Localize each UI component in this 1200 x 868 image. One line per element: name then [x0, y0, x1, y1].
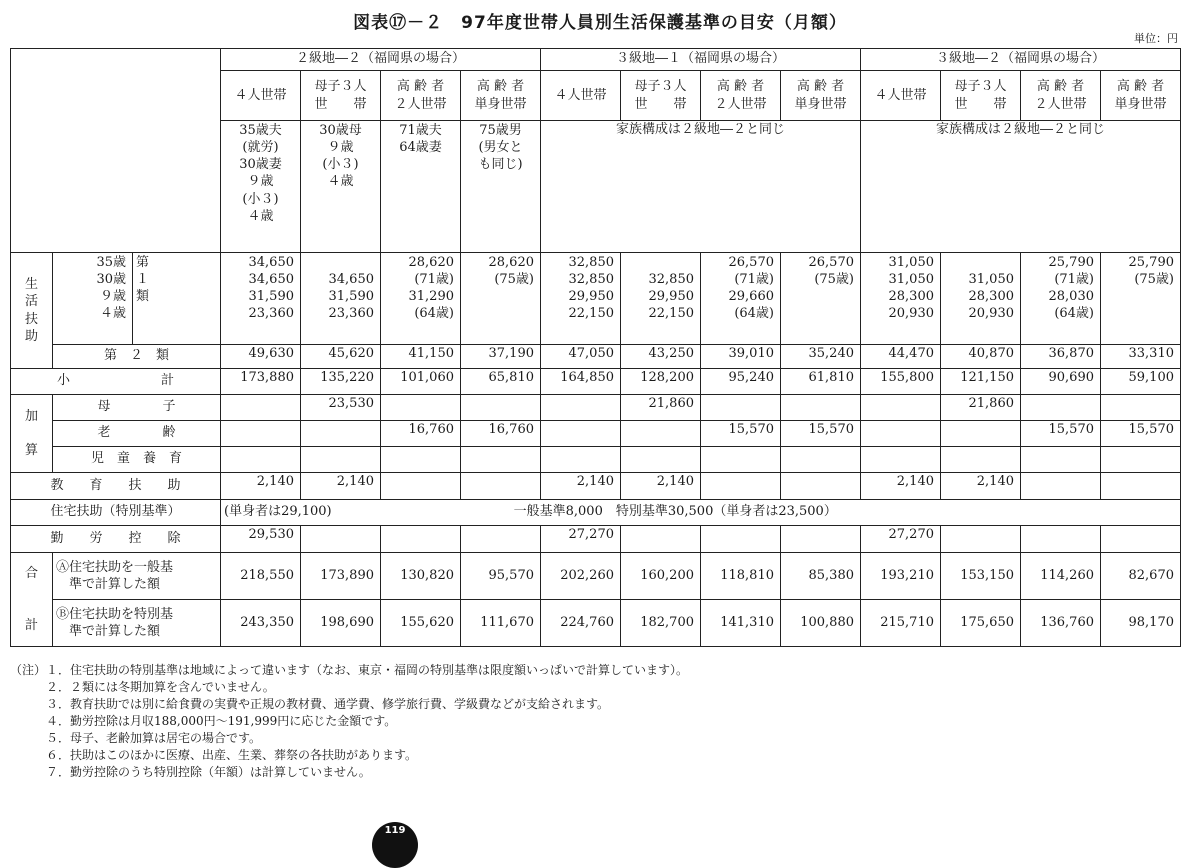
value-cell: 243,350	[221, 600, 301, 647]
value-cell: 182,700	[621, 600, 701, 647]
value-cell	[381, 395, 461, 421]
value-cell: 27,270	[861, 526, 941, 553]
row-label-dai1: 第 １ 類	[136, 255, 150, 305]
value-cell: 224,760	[541, 600, 621, 647]
value-cell: 215,710	[861, 600, 941, 647]
footnote: （注）１．住宅扶助の特別基準は地域によって違います（なお、東京・福岡の特別基準は限度額いっぱいで計算しています）。	[10, 663, 689, 677]
rourei-row	[11, 421, 1181, 447]
value-cell	[1101, 526, 1181, 553]
value-cell	[701, 395, 781, 421]
value-cell: 2,140	[861, 473, 941, 500]
value-cell: 28,620 (71歳) 31,290 (64歳)	[408, 255, 454, 322]
value-cell	[461, 526, 541, 553]
value-cell: 164,850	[541, 369, 621, 395]
value-cell	[621, 526, 701, 553]
value-cell	[861, 395, 941, 421]
footnote: ４．勤労控除は月収188,000円～191,999円に応じた金額です。	[10, 714, 397, 728]
gokei-b-row	[11, 600, 1181, 647]
welfare-standard-table	[10, 48, 1181, 647]
value-cell: 101,060	[381, 369, 461, 395]
value-cell: 111,670	[461, 600, 541, 647]
value-cell	[941, 421, 1021, 447]
value-cell: 128,200	[621, 369, 701, 395]
household-type: ４人世帯	[234, 87, 287, 103]
value-cell: 136,760	[1021, 600, 1101, 647]
value-cell: 15,570	[1101, 421, 1181, 447]
family-same-note: 家族構成は２級地―２と同じ	[861, 121, 1181, 253]
value-cell: 173,890	[301, 553, 381, 600]
value-cell: 23,530	[301, 395, 381, 421]
value-cell: 34,650 31,590 23,360	[328, 272, 374, 322]
value-cell: 85,380	[781, 553, 861, 600]
value-cell: 65,810	[461, 369, 541, 395]
household-type: ４人世帯	[874, 87, 927, 103]
row-label-kinrou: 勤 労 控 除	[11, 526, 221, 553]
value-cell: 193,210	[861, 553, 941, 600]
jidou-row	[11, 447, 1181, 473]
value-cell	[861, 421, 941, 447]
value-cell: 141,310	[701, 600, 781, 647]
value-cell: 34,650 34,650 31,590 23,360	[248, 255, 294, 322]
region-header: ３級地―２（福岡県の場合）	[861, 49, 1181, 71]
family-composition: 30歳母 ９歳 (小３) ４歳	[319, 123, 362, 190]
value-cell: 155,800	[861, 369, 941, 395]
household-type: ４人世帯	[554, 87, 607, 103]
shokei-row	[11, 369, 1181, 395]
footnote: ２．２類には冬期加算を含んでいません。	[10, 680, 275, 694]
row-label-kasan: 加 算	[24, 408, 38, 459]
value-cell: 2,140	[941, 473, 1021, 500]
region-header: ３級地―１（福岡県の場合）	[541, 49, 861, 71]
value-cell: 15,570	[701, 421, 781, 447]
value-cell: 2,140	[541, 473, 621, 500]
value-cell: 218,550	[221, 553, 301, 600]
value-cell	[541, 421, 621, 447]
value-cell: 33,310	[1101, 345, 1181, 369]
value-cell: 44,470	[861, 345, 941, 369]
value-cell: 21,860	[621, 395, 701, 421]
row-label-boshi: 母 子	[53, 395, 221, 421]
value-cell: 2,140	[621, 473, 701, 500]
row-label-jutaku: 住宅扶助（特別基準）	[11, 500, 221, 526]
household-type: 母子３人 世 帯	[954, 79, 1007, 112]
value-cell: 31,050 28,300 20,930	[968, 272, 1014, 322]
value-cell: 35,240	[781, 345, 861, 369]
value-cell	[1021, 395, 1101, 421]
household-type: 高 齢 者 ２人世帯	[1034, 79, 1087, 112]
value-cell: 130,820	[381, 553, 461, 600]
jutaku-text: (単身者は29,100) 一般基準8,000 特別基準30,500（単身者は23,500）	[221, 500, 1181, 526]
value-cell: 82,670	[1101, 553, 1181, 600]
value-cell: 15,570	[781, 421, 861, 447]
family-same-note: 家族構成は２級地―２と同じ	[541, 121, 861, 253]
family-composition: 35歳夫 (就労) 30歳妻 ９歳 (小３) ４歳	[239, 123, 282, 224]
value-cell	[461, 473, 541, 500]
footnote: ６．扶助はこのほかに医療、出産、生業、葬祭の各扶助があります。	[10, 748, 418, 762]
row-label-kyouiku: 教 育 扶 助	[11, 473, 221, 500]
value-cell: 31,050 31,050 28,300 20,930	[888, 255, 934, 322]
value-cell	[541, 395, 621, 421]
value-cell: 45,620	[301, 345, 381, 369]
value-cell: 135,220	[301, 369, 381, 395]
value-cell: 27,270	[541, 526, 621, 553]
unit-label: 単位：円	[1134, 32, 1178, 45]
value-cell: 37,190	[461, 345, 541, 369]
family-composition: 71歳夫 64歳妻	[399, 123, 442, 156]
row-label-rourei: 老 齢	[53, 421, 221, 447]
value-cell: 121,150	[941, 369, 1021, 395]
value-cell	[781, 473, 861, 500]
household-type: 高 齢 者 単身世帯	[1114, 79, 1167, 112]
kyouiku-row	[11, 473, 1181, 500]
corner-cell	[11, 49, 221, 253]
value-cell	[301, 526, 381, 553]
footnote: ３．教育扶助では別に給食費の実費や正規の教材費、通学費、修学旅行費、学級費などが支給されます。	[10, 697, 610, 711]
value-cell: 39,010	[701, 345, 781, 369]
value-cell	[781, 526, 861, 553]
row-label-jidou: 児 童 養 育	[53, 447, 221, 473]
value-cell: 98,170	[1101, 600, 1181, 647]
footnote: ５．母子、老齢加算は居宅の場合です。	[10, 731, 262, 745]
value-cell: 41,150	[381, 345, 461, 369]
value-cell: 61,810	[781, 369, 861, 395]
footnote: ７．勤労控除のうち特別控除（年額）は計算していません。	[10, 765, 371, 779]
row-label-ages: 35歳 30歳 ９歳 ４歳	[96, 255, 126, 322]
dai2-row	[11, 345, 1181, 369]
value-cell	[461, 395, 541, 421]
value-cell: 90,690	[1021, 369, 1101, 395]
row-label-gokei-a: Ⓐ住宅扶助を一般基 準で計算した額	[56, 559, 174, 592]
row-label-gokei-b: Ⓑ住宅扶助を特別基 準で計算した額	[56, 606, 174, 639]
row-label-seikatsu: 生 活 扶 助	[24, 277, 38, 344]
dai1-row	[11, 253, 1181, 345]
jutaku-row	[11, 500, 1181, 526]
value-cell	[301, 421, 381, 447]
value-cell: 160,200	[621, 553, 701, 600]
family-composition: 75歳男 (男女と も同じ)	[478, 123, 523, 173]
value-cell: 25,790 (75歳)	[1128, 255, 1174, 288]
value-cell: 43,250	[621, 345, 701, 369]
household-type: 高 齢 者 単身世帯	[474, 79, 527, 112]
value-cell: 202,260	[541, 553, 621, 600]
value-cell: 15,570	[1021, 421, 1101, 447]
value-cell: 21,860	[941, 395, 1021, 421]
household-type: 高 齢 者 ２人世帯	[394, 79, 447, 112]
value-cell: 95,240	[701, 369, 781, 395]
value-cell: 16,760	[461, 421, 541, 447]
value-cell	[381, 526, 461, 553]
value-cell	[221, 421, 301, 447]
value-cell	[381, 473, 461, 500]
value-cell: 47,050	[541, 345, 621, 369]
value-cell: 2,140	[301, 473, 381, 500]
value-cell	[221, 395, 301, 421]
value-cell: 175,650	[941, 600, 1021, 647]
value-cell	[1021, 473, 1101, 500]
value-cell: 32,850 32,850 29,950 22,150	[568, 255, 614, 322]
value-cell: 40,870	[941, 345, 1021, 369]
value-cell: 153,150	[941, 553, 1021, 600]
value-cell: 28,620 (75歳)	[488, 255, 534, 288]
value-cell: 25,790 (71歳) 28,030 (64歳)	[1048, 255, 1094, 322]
value-cell: 29,530	[221, 526, 301, 553]
value-cell	[1101, 395, 1181, 421]
value-cell: 2,140	[221, 473, 301, 500]
value-cell	[781, 395, 861, 421]
value-cell: 173,880	[221, 369, 301, 395]
value-cell: 100,880	[781, 600, 861, 647]
household-type: 高 齢 者 単身世帯	[794, 79, 847, 112]
value-cell: 155,620	[381, 600, 461, 647]
value-cell: 32,850 29,950 22,150	[648, 272, 694, 322]
value-cell	[621, 421, 701, 447]
value-cell: 26,570 (71歳) 29,660 (64歳)	[728, 255, 774, 322]
boshi-row	[11, 395, 1181, 421]
value-cell: 26,570 (75歳)	[808, 255, 854, 288]
kinrou-row	[11, 526, 1181, 553]
value-cell	[701, 473, 781, 500]
row-label-dai2: 第 ２ 類	[53, 345, 221, 369]
value-cell: 59,100	[1101, 369, 1181, 395]
value-cell: 16,760	[381, 421, 461, 447]
value-cell	[1021, 526, 1101, 553]
household-type: 高 齢 者 ２人世帯	[714, 79, 767, 112]
gokei-a-row	[11, 553, 1181, 600]
value-cell	[701, 526, 781, 553]
household-type: 母子３人 世 帯	[634, 79, 687, 112]
page-title: 図表⑰－２ 97年度世帯人員別生活保護基準の目安（月額）	[353, 13, 847, 33]
row-label-shokei: 小 計	[11, 369, 221, 395]
row-label-gokei: 合 計	[24, 566, 38, 633]
value-cell: 95,570	[461, 553, 541, 600]
value-cell: 198,690	[301, 600, 381, 647]
value-cell	[1101, 473, 1181, 500]
footnotes	[10, 662, 688, 781]
value-cell: 36,870	[1021, 345, 1101, 369]
page-number-badge: 119	[372, 822, 418, 868]
value-cell	[941, 526, 1021, 553]
value-cell: 118,810	[701, 553, 781, 600]
household-type: 母子３人 世 帯	[314, 79, 367, 112]
region-header: ２級地―２（福岡県の場合）	[221, 49, 541, 71]
value-cell: 114,260	[1021, 553, 1101, 600]
value-cell: 49,630	[221, 345, 301, 369]
